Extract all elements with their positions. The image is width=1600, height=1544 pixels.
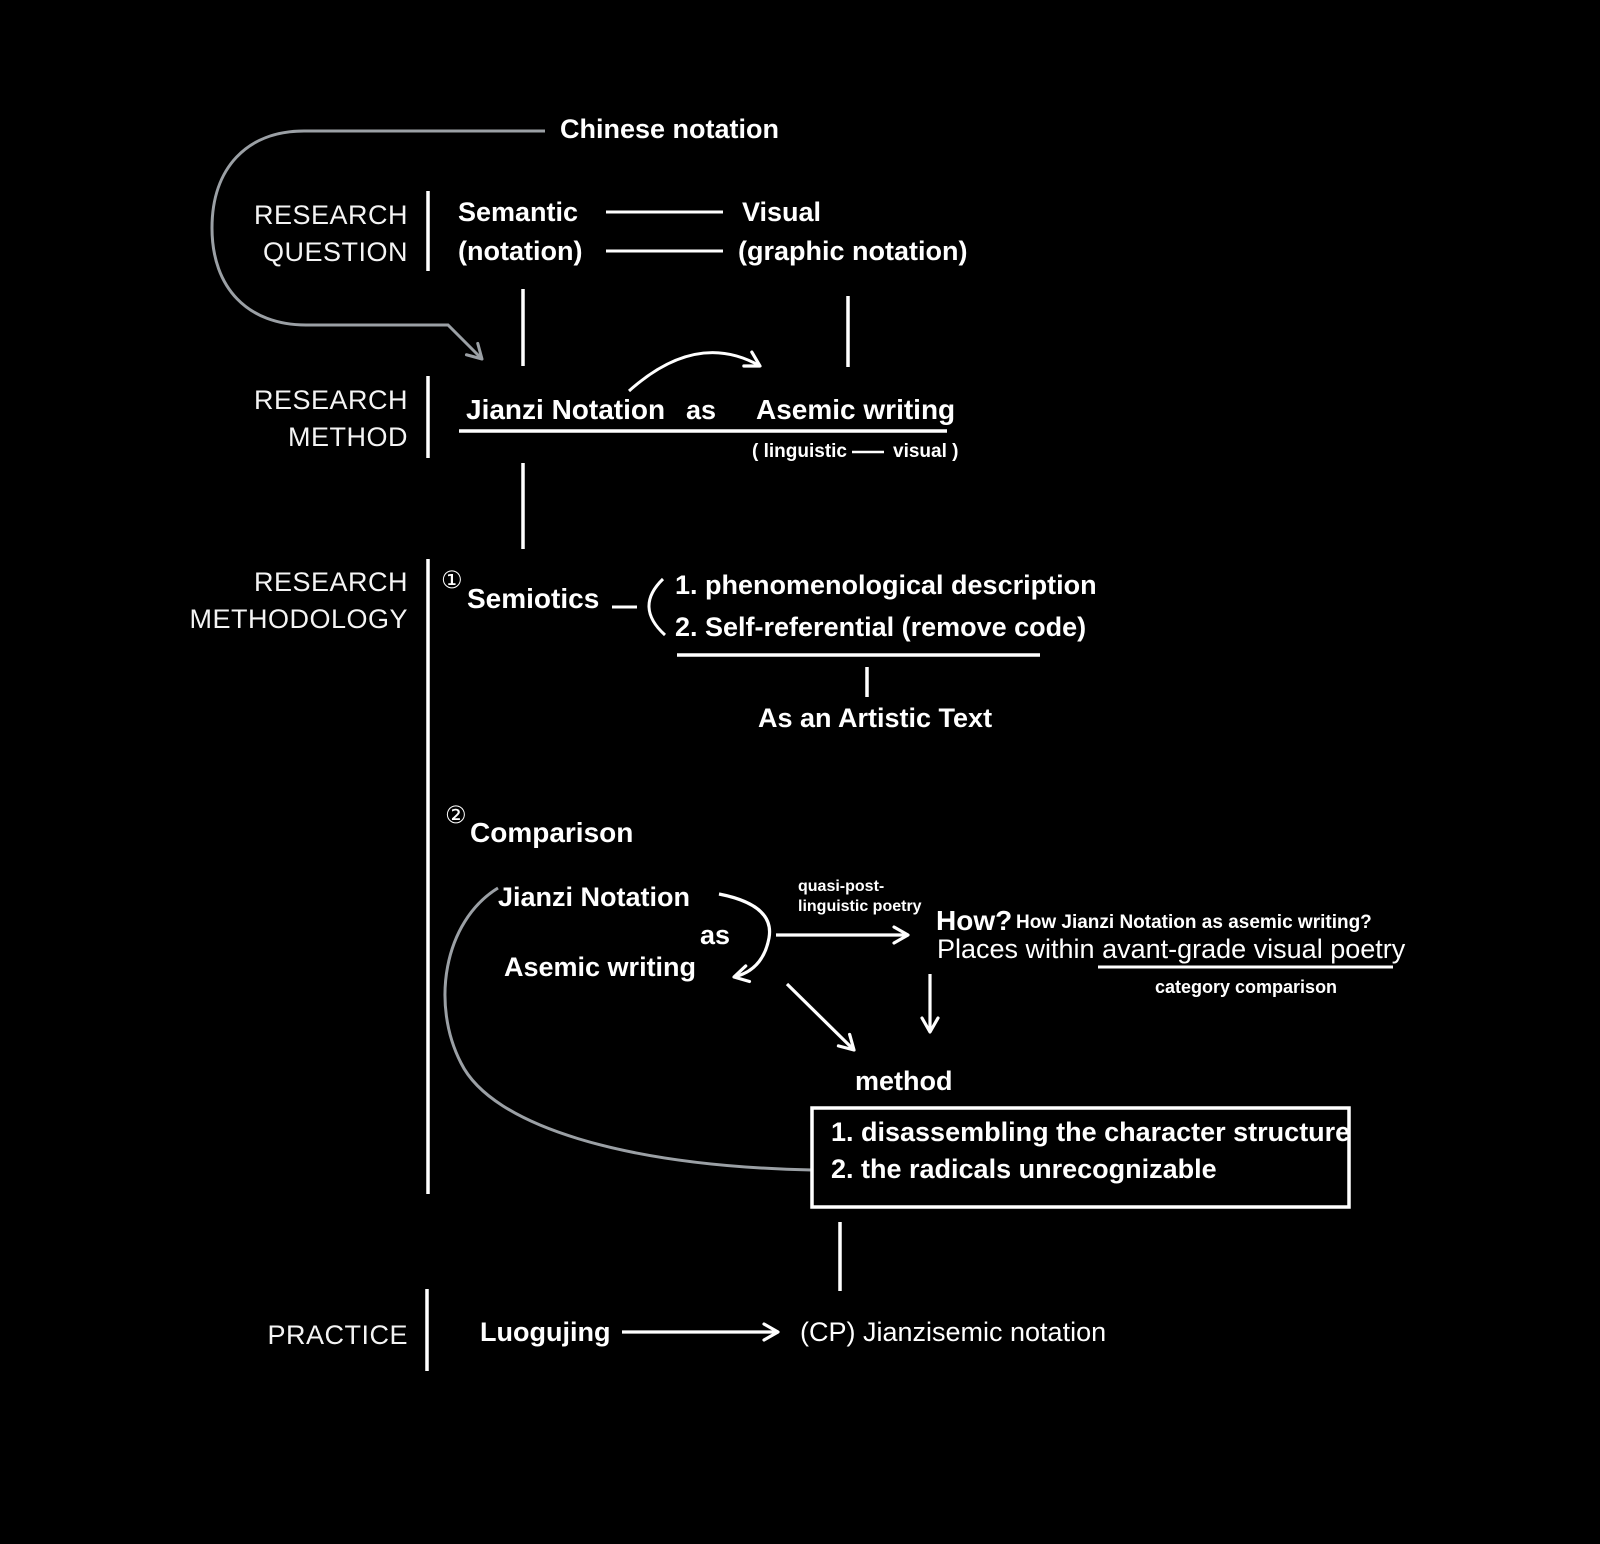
jianzi-as-asemic-arc — [629, 353, 760, 391]
asemic-to-method-arrow — [787, 984, 854, 1050]
places-label: Places within avant-grade visual poetry — [937, 934, 1406, 964]
research-methodology-label — [189, 564, 408, 638]
research-method-label-line1: RESEARCH — [253, 385, 408, 415]
method-jianzi-label: Jianzi Notation — [466, 394, 666, 425]
quasi-post-label-line2: linguistic poetry — [798, 898, 922, 915]
semiotics-item1: 1. phenomenological description — [675, 570, 1097, 600]
circled-two-icon: ② — [445, 802, 467, 829]
artistic-text-label: As an Artistic Text — [758, 703, 993, 733]
cp-jianzisemic-label: (CP) Jianzisemic notation — [800, 1317, 1107, 1347]
semantic-label: Semantic — [458, 197, 579, 227]
semiotics-title: Semiotics — [467, 583, 600, 614]
comparison-as-label: as — [700, 920, 731, 950]
semiotics-item2: 2. Self-referential (remove code) — [675, 612, 1087, 642]
jianzi-to-methodbox-curve — [445, 888, 812, 1170]
how-sub-label: How Jianzi Notation as asemic writing? — [1016, 912, 1372, 933]
comparison-jianzi-label: Jianzi Notation — [498, 882, 691, 912]
research-methodology-label-line1: RESEARCH — [253, 567, 408, 597]
chinese-notation-label: Chinese notation — [560, 114, 780, 144]
method-asemic-label: Asemic writing — [756, 394, 956, 425]
research-question-label — [254, 197, 408, 271]
category-comparison-label: category comparison — [1155, 977, 1338, 997]
research-question-label-line2: QUESTION — [262, 237, 408, 267]
method-label: method — [855, 1066, 953, 1096]
visual-sub2-label: visual ) — [893, 441, 959, 462]
semiotics-brace — [649, 579, 665, 635]
method-box-item2: 2. the radicals unrecognizable — [831, 1154, 1217, 1184]
comparison-asemic-label: Asemic writing — [504, 952, 697, 982]
luogujing-label: Luogujing — [480, 1317, 611, 1347]
semantic-sub-label: (notation) — [458, 236, 583, 266]
research-method-label-line2: METHOD — [288, 422, 408, 452]
quasi-post-label — [798, 877, 922, 917]
research-method-label — [254, 382, 408, 456]
quasi-post-label-line1: quasi-post- — [798, 878, 885, 895]
research-methodology-label-line2: METHODOLOGY — [189, 604, 408, 634]
how-label: How? — [936, 905, 1013, 936]
comparison-title: Comparison — [470, 817, 634, 848]
practice-label: PRACTICE — [267, 1320, 408, 1350]
circled-one-icon: ① — [441, 567, 463, 594]
visual-sub-label: (graphic notation) — [738, 236, 968, 266]
method-box-item1: 1. disassembling the character structure — [831, 1117, 1351, 1147]
linguistic-sub-label: ( linguistic — [752, 441, 847, 462]
method-as-label: as — [686, 395, 717, 425]
research-question-label-line1: RESEARCH — [253, 200, 408, 230]
visual-label: Visual — [742, 197, 822, 227]
